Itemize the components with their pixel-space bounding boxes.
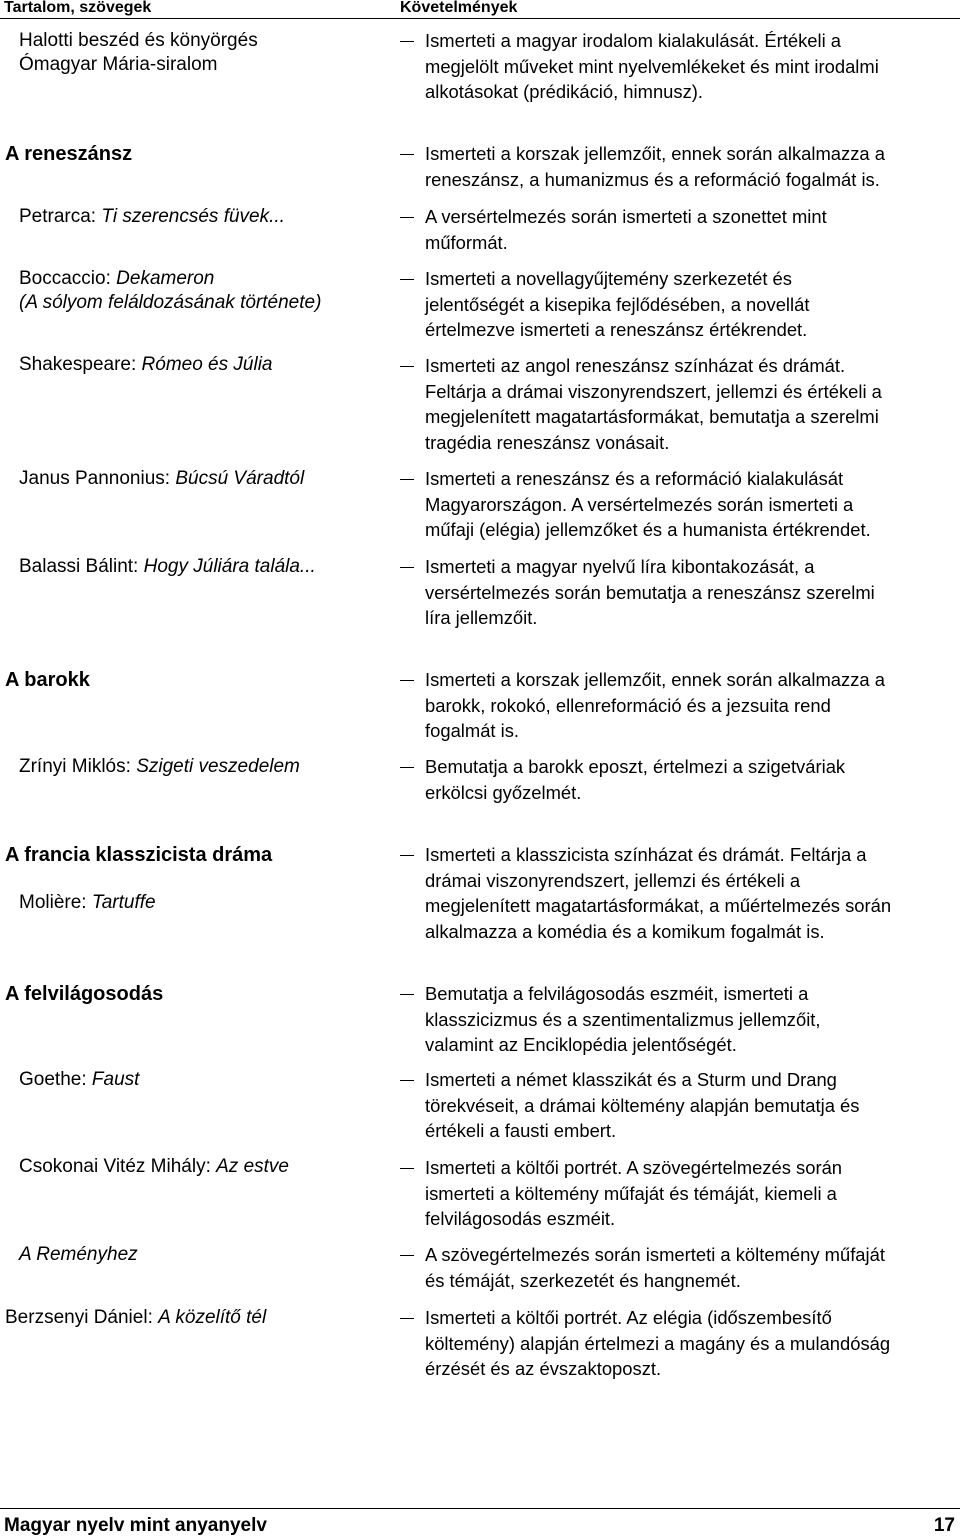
author: Berzsenyi Dániel:	[5, 1307, 159, 1328]
requirement-line: műfaji (elégia) jellemzőket és a humanista értékrendet.	[425, 519, 871, 541]
footer-title: Magyar nyelv mint anyanyelv	[4, 1515, 267, 1536]
requirement-line: megjelenített magatartásformákat, a műértelmezés során	[425, 895, 892, 917]
bullet-dash	[400, 41, 414, 42]
work-petrarca	[19, 204, 285, 230]
requirement-line: Ismerteti a novellagyűjtemény szerkezetét és	[425, 268, 792, 289]
requirement-line: értelmezve ismerteti a reneszánsz értékrendet.	[425, 319, 808, 341]
author: Petrarca:	[19, 206, 102, 227]
bullet-dash	[400, 279, 414, 280]
section-heading-felvilagosodas: A felvilágosodás	[5, 983, 164, 1005]
bullet-dash	[400, 154, 414, 155]
requirement-line: Ismerteti a költői portrét. A szövegértelmezés során	[425, 1157, 843, 1178]
bullet-dash	[400, 1080, 414, 1081]
author: Molière:	[19, 892, 92, 913]
requirement-line: erkölcsi győzelmét.	[425, 781, 582, 803]
requirement-line: Ismerteti a korszak jellemzőit, ennek során alkalmazza a	[425, 669, 885, 690]
title: A Reményhez	[19, 1244, 138, 1265]
title: Dekameron	[116, 268, 215, 289]
work-janus-pannonius	[19, 466, 304, 492]
requirement-line: ismerteti a költemény műfaját és témáját, kiemeli a	[425, 1182, 837, 1204]
bullet-dash	[400, 1255, 414, 1256]
work-balassi	[19, 554, 316, 580]
title: Szigeti veszedelem	[136, 756, 300, 777]
requirement-line: Ismerteti a költői portrét. Az elégia (időszembesítő	[425, 1307, 832, 1328]
work-boccaccio-subtitle	[19, 290, 321, 316]
requirement-line: líra jellemzőit.	[425, 607, 538, 629]
section-heading-francia-klasszicista-drama: A francia klasszicista dráma	[5, 844, 273, 866]
title: A közelítő tél	[158, 1307, 267, 1328]
title: Az estve	[216, 1156, 289, 1177]
author: Zrínyi Miklós:	[19, 756, 137, 777]
header-right: Követelmények	[400, 0, 518, 16]
footer-rule	[0, 1508, 960, 1509]
author: Boccaccio:	[19, 268, 117, 289]
requirement-line: Ismerteti a magyar irodalom kialakulását. Értékeli a	[425, 30, 841, 51]
work-shakespeare	[19, 352, 272, 378]
page-number: 17	[933, 1515, 955, 1536]
section-heading-barokk: A barokk	[5, 669, 90, 691]
bullet-dash	[400, 1318, 414, 1319]
requirement-line: Bemutatja a felvilágosodás eszméit, ismerteti a	[425, 983, 809, 1004]
requirement-line: fogalmát is.	[425, 720, 520, 742]
bullet-dash	[400, 567, 414, 568]
requirement-line: A szövegértelmezés során ismerteti a költemény műfaját	[425, 1244, 885, 1265]
requirement-line: Ismerteti a klasszicista színházat és drámát. Feltárja a	[425, 844, 867, 865]
requirement-line: műformát.	[425, 231, 508, 253]
work-omagyar-maria-siralom: Ómagyar Mária-siralom	[19, 54, 218, 75]
author: Shakespeare:	[19, 354, 142, 375]
requirement-line: valamint az Enciklopédia jelentőségét.	[425, 1034, 737, 1056]
requirement-line: drámai viszonyrendszert, jellemzi és értékeli a	[425, 869, 801, 891]
bullet-dash	[400, 680, 414, 681]
requirement-line: reneszánsz, a humanizmus és a reformáció fogalmát is.	[425, 168, 880, 190]
work-a-remenyhez	[19, 1242, 138, 1268]
bullet-dash	[400, 366, 414, 367]
requirement-line: alkotásokat (prédikáció, himnusz).	[425, 81, 704, 103]
requirement-line: Ismerteti az angol reneszánsz színházat és drámát.	[425, 355, 846, 376]
title: Ti szerencsés füvek...	[101, 206, 285, 227]
requirement-line: barokk, rokokó, ellenreformáció és a jezsuita rend	[425, 694, 831, 716]
requirement-line: Bemutatja a barokk eposzt, értelmezi a szigetváriak	[425, 756, 846, 777]
title: Rómeo és Júlia	[141, 354, 273, 375]
requirement-line: alkalmazza a komédia és a komikum fogalmát is.	[425, 920, 825, 942]
requirement-line: és témáját, szerkezetét és hangnemét.	[425, 1269, 741, 1291]
requirement-line: Ismerteti a német klasszikát és a Sturm und Drang	[425, 1069, 837, 1090]
section-heading-reneszansz: A reneszánsz	[5, 143, 133, 165]
requirement-line: Feltárja a drámai viszonyrendszert, jellemzi és értékeli a	[425, 380, 882, 402]
title: Tartuffe	[91, 892, 156, 913]
requirement-line: tragédia reneszánsz vonásait.	[425, 431, 670, 453]
subtitle: (A sólyom feláldozásának története)	[19, 292, 322, 313]
header-left: Tartalom, szövegek	[4, 0, 152, 16]
bullet-dash	[400, 1168, 414, 1169]
bullet-dash	[400, 217, 414, 218]
header-rule	[0, 18, 960, 19]
requirement-line: Ismerteti a korszak jellemzőit, ennek során alkalmazza a	[425, 143, 885, 164]
requirement-line: A versértelmezés során ismerteti a szonettet mint	[425, 206, 827, 227]
bullet-dash	[400, 855, 414, 856]
work-goethe	[19, 1067, 139, 1093]
author: Csokonai Vitéz Mihály:	[19, 1156, 217, 1177]
requirement-line: felvilágosodás eszméit.	[425, 1208, 616, 1230]
author: Balassi Bálint:	[19, 556, 144, 577]
author: Janus Pannonius:	[19, 468, 176, 489]
bullet-dash	[400, 767, 414, 768]
work-halotti-beszed: Halotti beszéd és könyörgés	[19, 30, 258, 51]
title: Faust	[91, 1069, 140, 1090]
requirement-line: költemény) alapján értelmezi a magány és a mulandóság	[425, 1332, 891, 1354]
work-csokonai	[19, 1154, 289, 1180]
requirement-line: törekvéseit, a drámai költemény alapján bemutatja és	[425, 1094, 860, 1116]
work-zrinyi	[19, 754, 300, 780]
author: Goethe:	[19, 1069, 92, 1090]
requirement-line: értékeli a fausti embert.	[425, 1120, 617, 1142]
work-berzsenyi	[5, 1305, 266, 1331]
requirement-line: Magyarországon. A versértelmezés során ismerteti a	[425, 493, 854, 515]
title: Búcsú Váradtól	[175, 468, 305, 489]
requirement-line: megjelenített magatartásformákat, bemutatja a szerelmi	[425, 406, 879, 428]
work-boccaccio	[19, 266, 214, 292]
bullet-dash	[400, 994, 414, 995]
requirement-line: Ismerteti a reneszánsz és a reformáció kialakulását	[425, 468, 844, 489]
requirement-line: Ismerteti a magyar nyelvű líra kibontakozását, a	[425, 556, 815, 577]
work-moliere	[19, 890, 156, 916]
bullet-dash	[400, 479, 414, 480]
requirement-line: klasszicizmus és a szentimentalizmus jellemzőit,	[425, 1008, 821, 1030]
requirement-line: megjelölt műveket mint nyelvemlékeket és mint irodalmi	[425, 55, 879, 77]
title: Hogy Júliára talála...	[143, 556, 316, 577]
requirement-line: versértelmezés során bemutatja a reneszánsz szerelmi	[425, 581, 875, 603]
requirement-line: jelentőségét a kisepika fejlődésében, a novellát	[425, 293, 810, 315]
requirement-line: érzését és az évszaktoposzt.	[425, 1358, 662, 1380]
